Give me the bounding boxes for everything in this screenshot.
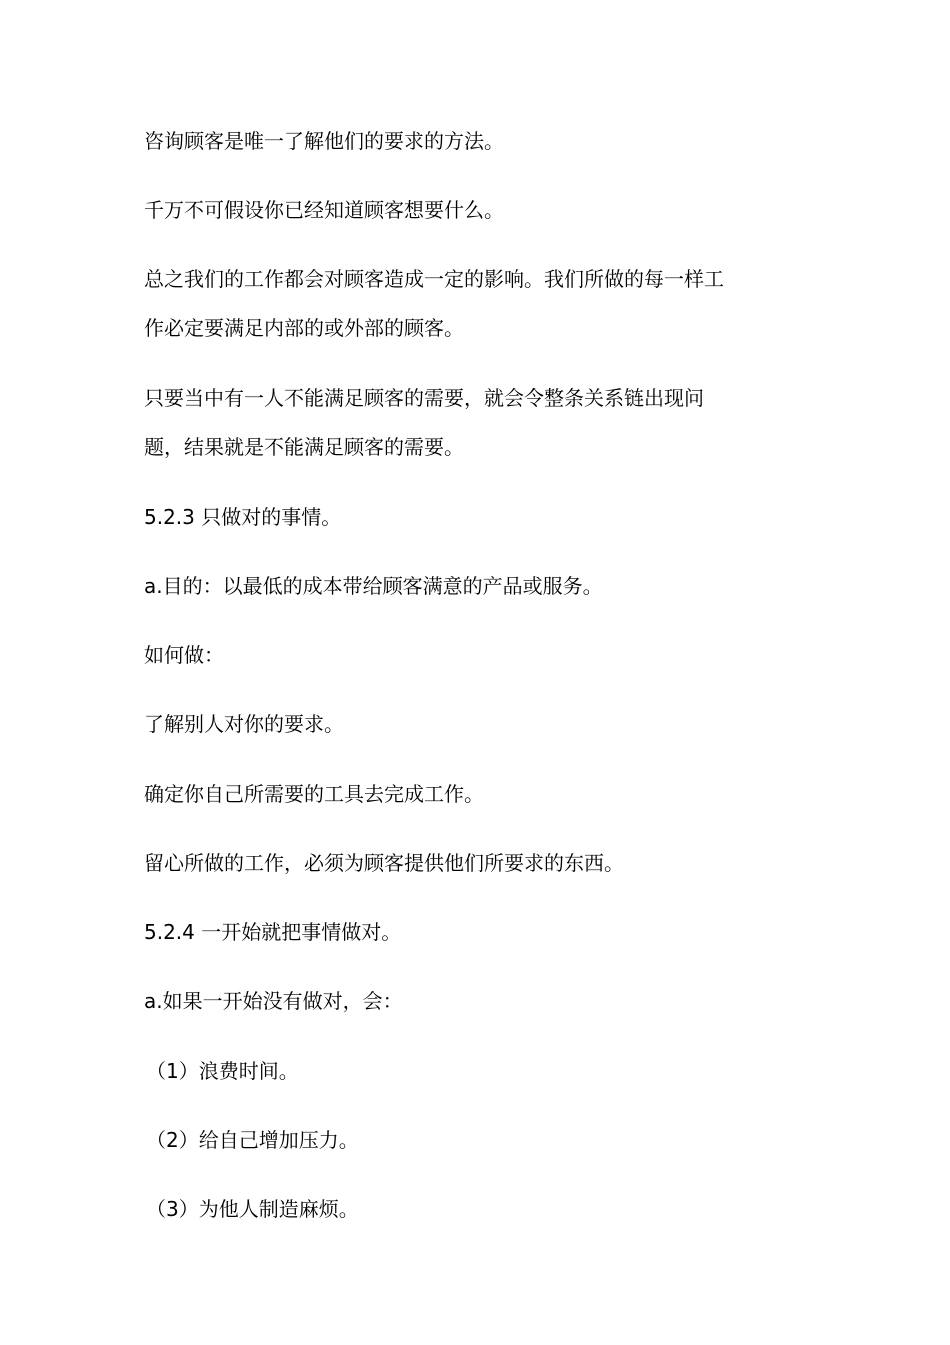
text-line: 如何做：	[144, 643, 224, 667]
text-line: 只要当中有一人不能满足顾客的需要，就会令整条关系链出现问	[144, 386, 704, 410]
text-line: 了解别人对你的要求。	[144, 712, 344, 736]
section-heading: 5.2.3 只做对的事情。	[144, 505, 342, 529]
list-item: （1）浪费时间。	[146, 1059, 299, 1083]
section-heading: 5.2.4 一开始就把事情做对。	[144, 920, 402, 944]
text-line: 咨询顾客是唯一了解他们的要求的方法。	[144, 129, 504, 153]
list-item: （2）给自己增加压力。	[146, 1128, 359, 1152]
text-line: 留心所做的工作，必须为顾客提供他们所要求的东西。	[144, 851, 624, 875]
text-line: a.如果一开始没有做对，会：	[144, 989, 403, 1013]
text-line: 作必定要满足内部的或外部的顾客。	[144, 316, 464, 340]
text-line: 总之我们的工作都会对顾客造成一定的影响。我们所做的每一样工	[144, 267, 724, 291]
list-item: （3）为他人制造麻烦。	[146, 1197, 359, 1221]
text-line: 千万不可假设你已经知道顾客想要什么。	[144, 198, 504, 222]
text-line: 确定你自己所需要的工具去完成工作。	[144, 782, 484, 806]
text-line: 题，结果就是不能满足顾客的需要。	[144, 435, 464, 459]
text-line: a.目的：以最低的成本带给顾客满意的产品或服务。	[144, 574, 603, 598]
